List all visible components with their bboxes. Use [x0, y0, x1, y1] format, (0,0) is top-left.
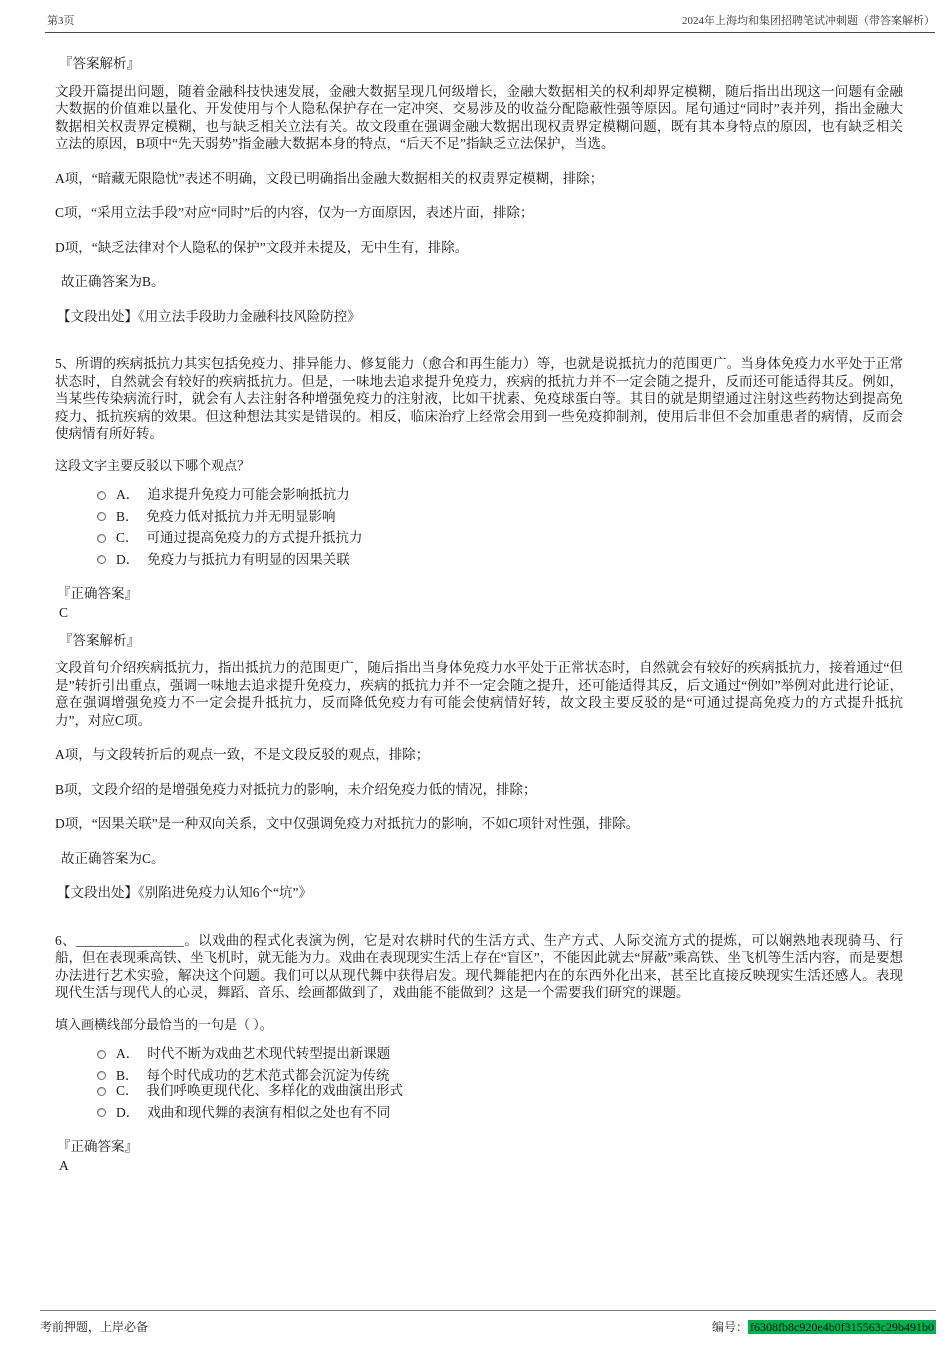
- q4-point-a: A项，“暗藏无限隐忧”表述不明确，文段已明确指出金融大数据相关的权责界定模糊，排除；: [55, 170, 604, 186]
- q4-conclusion: 故正确答案为B。: [61, 274, 165, 289]
- q5-correct-answer-label: 『正确答案』: [57, 585, 138, 601]
- option-letter: D．: [116, 1104, 140, 1120]
- q5-point-d: D项，“因果关联”是一种双向关系，文中仅强调免疫力对抵抗力的影响，不如C项针对性强，排除。: [55, 816, 640, 831]
- radio-button-icon[interactable]: [97, 1108, 106, 1117]
- option-text: 追求提升免疫力可能会影响抵抗力: [147, 487, 350, 502]
- option-letter: B．: [116, 1067, 139, 1083]
- option-letter: A．: [116, 1046, 140, 1061]
- option-text: 每个时代成功的艺术范式都会沉淀为传统: [146, 1067, 390, 1083]
- q4-analysis-label: 『答案解析』: [59, 56, 140, 71]
- radio-button-icon[interactable]: [97, 1071, 106, 1080]
- question-5-option-c[interactable]: [97, 529, 903, 547]
- page-footer: [40, 1310, 936, 1335]
- page-header: [45, 0, 935, 33]
- radio-button-icon[interactable]: [97, 555, 106, 564]
- question-6-stem: 6、________________。以戏曲的程式化表演为例，它是对农耕时代的生活方式、生产方式、人际交流方式的提炼，可以娴熟地表现骑马、行船，但在表现乘高铁、坐飞机时，就无能为力。戏曲在表现现实生活上存在“盲区”，不能因此就去“屏蔽”乘高铁、坐飞机等生活内容，而是要想办法进行艺术实验，解决这个问题。我们可以从现代舞中获得启发。现代舞能把内在的东西外化出来，甚至比直接反映现实生活还感人。表现现代生活与现代人的心灵，舞蹈、音乐、绘画都做到了，戏曲能不能做到？这是一个需要我们研究的课题。: [55, 932, 903, 1000]
- page-number: 第3页: [47, 15, 75, 27]
- question-6-option-d[interactable]: [97, 1104, 903, 1122]
- q4-source: 【文段出处】《用立法手段助力金融科技风险防控》: [57, 308, 361, 324]
- option-text: 免疫力低对抵抗力并无明显影响: [146, 508, 336, 524]
- question-5-options: [97, 486, 903, 569]
- q5-point-b: B项，文段介绍的是增强免疫力对抵抗力的影响，未介绍免疫力低的情况，排除；: [55, 781, 537, 797]
- radio-button-icon[interactable]: [97, 1050, 106, 1059]
- question-5-prompt: 这段文字主要反驳以下哪个观点？: [55, 457, 251, 473]
- footer-code-group: [712, 1318, 936, 1335]
- option-letter: B．: [116, 508, 139, 524]
- q5-correct-answer: C: [59, 605, 69, 620]
- option-text: 时代不断为戏曲艺术现代转型提出新课题: [147, 1046, 391, 1061]
- q5-point-a: A项，与文段转折后的观点一致，不是文段反驳的观点，排除；: [55, 747, 430, 762]
- radio-button-icon[interactable]: [97, 534, 106, 543]
- document-title: 2024年上海均和集团招聘笔试冲刺题（带答案解析）: [682, 15, 935, 27]
- q4-point-d: D项，“缺乏法律对个人隐私的保护”文段并未提及，无中生有，排除。: [55, 239, 469, 255]
- page-content: [0, 33, 950, 1175]
- question-5-option-b[interactable]: [97, 508, 903, 526]
- q5-analysis-paragraph: 文段首句介绍疾病抵抗力，指出抵抗力的范围更广，随后指出当身体免疫力水平处于正常状态时，自然就会有较好的疾病抵抗力，接着通过“但是”转折引出重点，强调一味地去追求提升免疫力，疾病的抵抗力并不一定会随之提升，还可能适得其反，后文通过“例如”举例对此进行论证，意在强调增强免疫力不一定会提升抵抗力，反而降低免疫力有可能会使病情好转，故文段主要反驳的是“可通过提高免疫力的方式提升抵抗力”，对应C项。: [55, 660, 903, 728]
- footer-slogan: 考前押题，上岸必备: [40, 1320, 149, 1334]
- question-6-options: [97, 1045, 903, 1122]
- option-letter: C．: [116, 530, 139, 545]
- question-5-stem: 5、所谓的疾病抵抗力其实包括免疫力、排异能力、修复能力（愈合和再生能力）等，也就是说抵抗力的范围更广。当身体免疫力水平处于正常状态时，自然就会有较好的疾病抵抗力。但是，一味地去追求提升免疫力，疾病的抵抗力并不一定会随之提升，反而还可能适得其反。例如，当某些传染病流行时，就会有人去注射各种增强免疫力的注射液，比如干扰素、免疫球蛋白等。其目的就是期望通过注射这些药物达到提高免疫力、抵抗疾病的效果。但这种想法其实是错误的。相反，临床治疗上经常会用到一些免疫抑制剂，使用后非但不会加重患者的病情，反而会使病情有所好转。: [55, 356, 903, 441]
- option-text: 戏曲和现代舞的表演有相似之处也有不同: [147, 1104, 391, 1120]
- question-5-option-a[interactable]: [97, 486, 903, 504]
- q4-point-c: C项，“采用立法手段”对应“同时”后的内容，仅为一方面原因，表述片面，排除；: [55, 205, 534, 220]
- radio-button-icon[interactable]: [97, 491, 106, 500]
- code-label: 编号：: [712, 1320, 749, 1334]
- q5-analysis-label: 『答案解析』: [59, 632, 140, 648]
- option-letter: D．: [116, 551, 140, 567]
- option-text: 可通过提高免疫力的方式提升抵抗力: [146, 530, 363, 545]
- radio-button-icon[interactable]: [97, 512, 106, 521]
- question-6-option-c[interactable]: [97, 1082, 903, 1100]
- option-text: 免疫力与抵抗力有明显的因果关联: [147, 551, 350, 567]
- document-code: f6308fb8c920e4b0f315563c29b491b0: [750, 1320, 934, 1334]
- option-text: 我们呼唤更现代化、多样化的戏曲演出形式: [146, 1083, 404, 1098]
- question-6-option-a[interactable]: [97, 1045, 903, 1063]
- question-6-prompt: 填入画横线部分最恰当的一句是（ ）。: [55, 1016, 273, 1032]
- option-letter: A．: [116, 487, 140, 502]
- q6-correct-answer-label: 『正确答案』: [57, 1138, 138, 1154]
- q6-correct-answer: A: [59, 1158, 69, 1173]
- q4-analysis-paragraph: 文段开篇提出问题，随着金融科技快速发展，金融大数据呈现几何级增长，金融大数据相关的权利却界定模糊，随后指出出现这一问题有金融大数据的价值难以量化、开发使用与个人隐私保护存在一定冲突、交易涉及的收益分配隐蔽性强等原因。尾句通过“同时”表并列，指出金融大数据相关权责界定模糊，也与缺乏相关立法有关。故文段重在强调金融大数据出现权责界定模糊问题，既有其本身特点的原因，也有缺乏相关立法的原因，B项中“先天弱势”指金融大数据本身的特点，“后天不足”指缺乏立法保护，当选。: [55, 83, 903, 151]
- option-letter: C．: [116, 1083, 139, 1098]
- question-5-option-d[interactable]: [97, 551, 903, 569]
- radio-button-icon[interactable]: [97, 1087, 106, 1096]
- q5-source: 【文段出处】《别陷进免疫力认知6个“坑”》: [57, 885, 312, 900]
- q5-conclusion: 故正确答案为C。: [61, 850, 165, 866]
